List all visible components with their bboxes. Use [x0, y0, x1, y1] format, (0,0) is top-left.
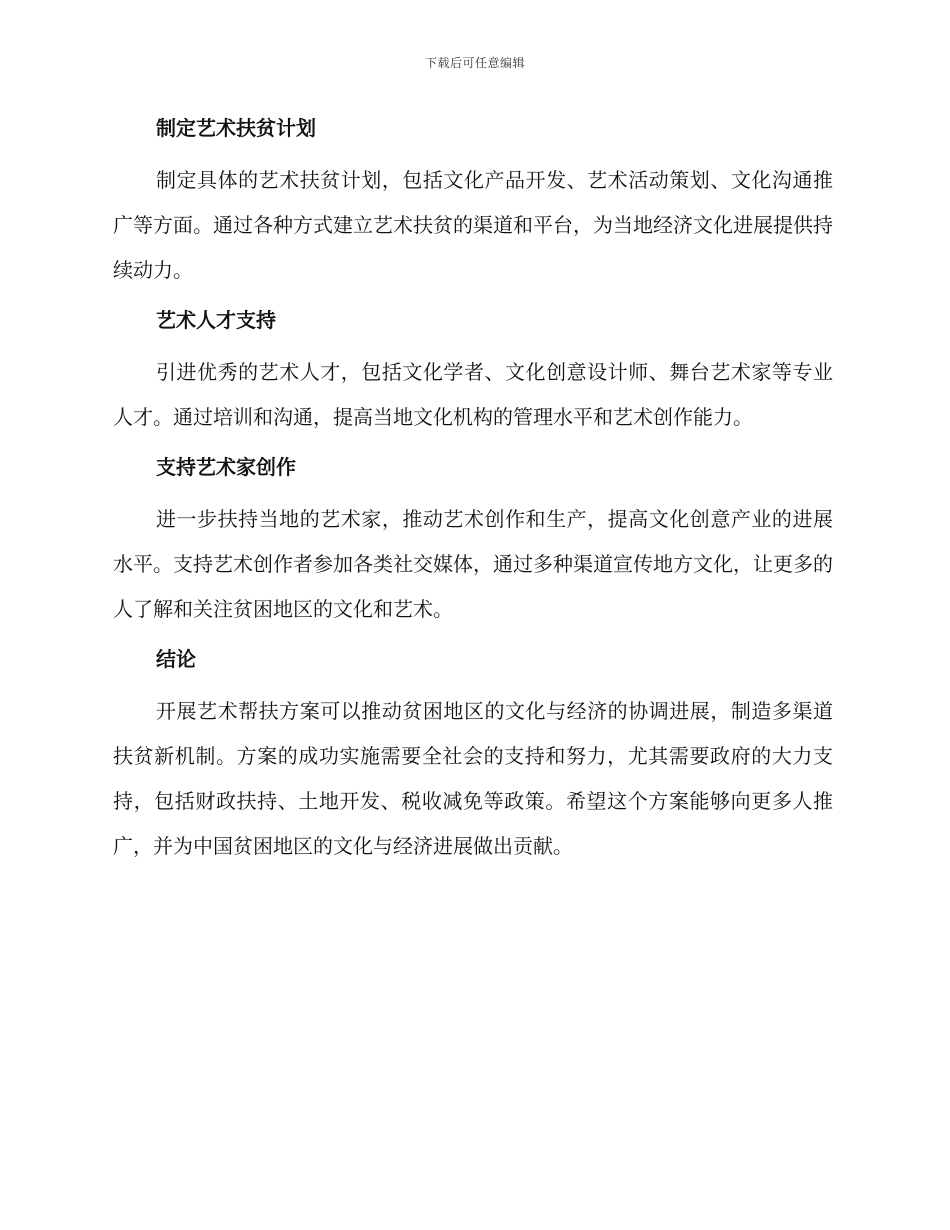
section-heading: 制定艺术扶贫计划: [156, 116, 316, 140]
section-conclusion: [113, 643, 833, 869]
section-heading: 艺术人才支持: [156, 308, 276, 332]
section-art-poverty-plan: [113, 112, 833, 293]
section-paragraph: 开展艺术帮扶方案可以推动贫困地区的文化与经济的协调进展，制造多渠道扶贫新机制。方案的成功实施需要全社会的支持和努力，尤其需要政府的大力支持，包括财政扶持、土地开发、税收减免等政策。希望这个方案能够向更多人推广，并为中国贫困地区的文化与经济进展做出贡献。: [113, 699, 833, 858]
page-header: 下载后可任意编辑: [424, 56, 525, 70]
section-paragraph: 制定具体的艺术扶贫计划，包括文化产品开发、艺术活动策划、文化沟通推广等方面。通过各种方式建立艺术扶贫的渠道和平台，为当地经济文化进展提供持续动力。: [113, 168, 833, 282]
document-body: [113, 112, 833, 880]
section-paragraph: 引进优秀的艺术人才，包括文化学者、文化创意设计师、舞台艺术家等专业人才。通过培训和沟通，提高当地文化机构的管理水平和艺术创作能力。: [113, 360, 833, 429]
section-art-talent-support: [113, 304, 833, 440]
section-paragraph: 进一步扶持当地的艺术家，推动艺术创作和生产，提高文化创意产业的进展水平。支持艺术创作者参加各类社交媒体，通过多种渠道宣传地方文化，让更多的人了解和关注贫困地区的文化和艺术。: [113, 507, 833, 621]
section-heading: 支持艺术家创作: [156, 455, 296, 479]
section-heading: 结论: [156, 647, 196, 671]
section-artist-creation-support: [113, 451, 833, 632]
